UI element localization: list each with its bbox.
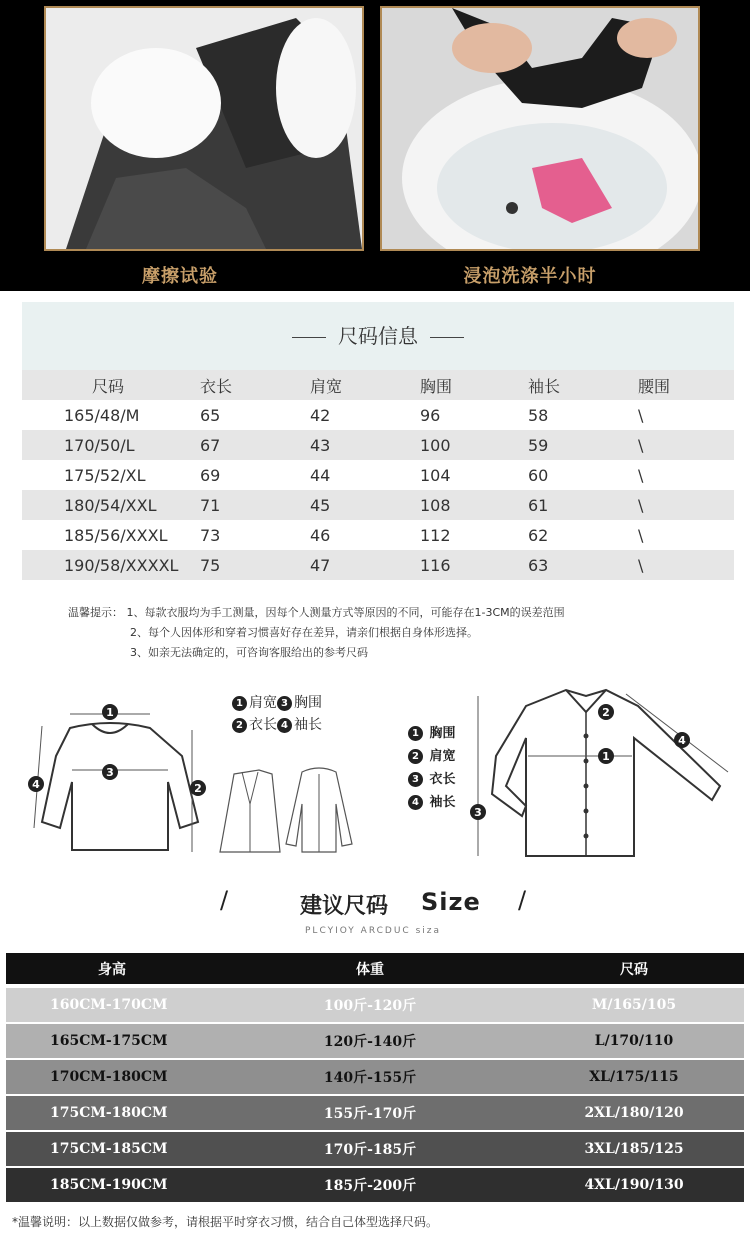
cell-rec-size: 2XL/180/120 — [584, 1105, 684, 1121]
cell-size: 190/58/XXXXL — [64, 555, 179, 575]
cell-waist: \ — [638, 465, 644, 485]
cell-height: 160CM-170CM — [50, 997, 168, 1013]
cell-size: 165/48/M — [64, 405, 140, 425]
cell-height: 175CM-180CM — [50, 1105, 168, 1121]
table-row — [6, 1132, 744, 1166]
cell-sleeve: 59 — [528, 435, 549, 455]
cell-size: 180/54/XXL — [64, 495, 157, 515]
col-header-height: 身高 — [98, 961, 126, 978]
cell-shoulder: 47 — [310, 555, 331, 575]
legend-left — [232, 692, 322, 736]
cell-height: 185CM-190CM — [50, 1177, 168, 1193]
recommend-table-header — [6, 953, 744, 984]
table-row — [22, 460, 734, 490]
size-info-header — [22, 302, 734, 370]
cell-rec-size: M/165/105 — [591, 997, 677, 1013]
cell-waist: \ — [638, 435, 644, 455]
soak-wash-photo — [380, 6, 700, 251]
cell-shoulder: 46 — [310, 525, 331, 545]
mark-1: 1 — [106, 706, 114, 719]
legend-label-shoulder: 肩宽 — [249, 695, 277, 711]
col-header-weight: 体重 — [356, 961, 384, 978]
cell-sleeve: 60 — [528, 465, 549, 485]
recommend-title-block — [0, 886, 750, 940]
jacket-sketches — [214, 764, 364, 859]
friction-test-photo — [44, 6, 364, 251]
legend-label-chest: 胸围 — [294, 695, 322, 711]
cell-waist: \ — [638, 405, 644, 425]
col-header-waist: 腰围 — [638, 376, 671, 396]
legend-r-num-3: 3 — [408, 772, 423, 787]
col-header-length: 衣长 — [200, 376, 233, 396]
cell-length: 73 — [200, 525, 221, 545]
measurement-notes — [68, 603, 565, 663]
cell-chest: 100 — [420, 435, 451, 455]
cell-shoulder: 43 — [310, 435, 331, 455]
cell-sleeve: 58 — [528, 405, 549, 425]
sweater-measure-diagram — [20, 690, 220, 870]
table-row — [22, 550, 734, 580]
legend-r-label-length: 衣长 — [429, 772, 456, 787]
table-row — [22, 490, 734, 520]
recommend-title: 建议尺码 — [300, 894, 389, 919]
mark-2: 2 — [194, 782, 202, 795]
cell-waist: \ — [638, 525, 644, 545]
note-line-1: 温馨提示： 1、每款衣服均为手工测量，因每个人测量方式等原因的不同，可能存在1-3CM的误差范围 — [68, 606, 565, 619]
legend-r-label-chest: 胸围 — [429, 726, 456, 741]
cell-weight: 170斤-185斤 — [323, 1142, 417, 1158]
cell-waist: \ — [638, 555, 644, 575]
soak-wash-caption: 浸泡洗涤半小时 — [463, 266, 597, 287]
cell-length: 69 — [200, 465, 221, 485]
legend-num-4: 4 — [277, 718, 292, 733]
cell-length: 71 — [200, 495, 221, 515]
legend-right — [408, 722, 456, 814]
cell-size: 175/52/XL — [64, 465, 146, 485]
cell-size: 185/56/XXXL — [64, 525, 168, 545]
title-dash-left — [292, 337, 326, 338]
size-info-title: 尺码信息 — [338, 324, 418, 348]
cell-chest: 96 — [420, 405, 441, 425]
cell-height: 175CM-185CM — [50, 1141, 168, 1157]
note-line-3: 3、如亲无法确定的，可咨询客服给出的参考尺码 — [130, 646, 368, 659]
col-header-sleeve: 袖长 — [528, 376, 561, 396]
shirt-mark-4: 4 — [678, 734, 686, 747]
title-slash-right: / — [518, 886, 527, 914]
cell-waist: \ — [638, 495, 644, 515]
cell-chest: 104 — [420, 465, 451, 485]
recommend-subtitle: PLCYIOY ARCDUC siza — [305, 926, 442, 936]
cell-sleeve: 61 — [528, 495, 549, 515]
mark-3: 3 — [106, 766, 114, 779]
cell-shoulder: 45 — [310, 495, 331, 515]
recommend-size-table — [6, 953, 744, 1204]
cell-shoulder: 44 — [310, 465, 331, 485]
table-row — [6, 1096, 744, 1130]
photo-band — [0, 0, 750, 291]
legend-r-label-sleeve: 袖长 — [429, 795, 456, 810]
note-line-2: 2、每个人因体形和穿着习惯喜好存在差异，请亲们根据自身体形选择。 — [130, 626, 478, 639]
shirt-mark-3: 3 — [474, 806, 482, 819]
table-row — [6, 1060, 744, 1094]
cell-weight: 120斤-140斤 — [323, 1034, 417, 1050]
cell-size: 170/50/L — [64, 435, 135, 455]
friction-test-caption: 摩擦试验 — [142, 266, 218, 287]
col-header-shoulder: 肩宽 — [310, 376, 343, 396]
legend-r-num-2: 2 — [408, 749, 423, 764]
shirt-mark-1: 1 — [602, 750, 610, 763]
legend-num-2: 2 — [232, 718, 247, 733]
table-row — [6, 1168, 744, 1202]
size-info-table — [22, 302, 734, 580]
cell-weight: 100斤-120斤 — [323, 998, 417, 1014]
cell-weight: 185斤-200斤 — [323, 1178, 417, 1194]
cell-rec-size: 4XL/190/130 — [584, 1177, 684, 1193]
cell-length: 65 — [200, 405, 221, 425]
shirt-mark-2: 2 — [602, 706, 610, 719]
cell-sleeve: 62 — [528, 525, 549, 545]
cell-sleeve: 63 — [528, 555, 549, 575]
warm-note: *温馨说明：以上数据仅做参考，请根据平时穿衣习惯，结合自己体型选择尺码。 — [12, 1215, 439, 1229]
cell-height: 170CM-180CM — [50, 1069, 168, 1085]
table-row — [6, 988, 744, 1022]
cell-height: 165CM-175CM — [50, 1033, 168, 1049]
cell-chest: 116 — [420, 555, 451, 575]
legend-label-length: 衣长 — [249, 717, 277, 733]
col-header-rec-size: 尺码 — [620, 961, 648, 978]
legend-r-label-shoulder: 肩宽 — [429, 749, 456, 764]
shirt-measure-diagram — [466, 676, 736, 866]
title-slash-left: / — [220, 886, 229, 914]
cell-rec-size: 3XL/185/125 — [584, 1141, 684, 1157]
col-header-size: 尺码 — [92, 376, 125, 396]
cell-length: 75 — [200, 555, 221, 575]
recommend-size-word: Size — [421, 888, 481, 916]
cell-chest: 108 — [420, 495, 451, 515]
mark-4: 4 — [32, 778, 40, 791]
col-header-chest: 胸围 — [420, 376, 453, 396]
cell-length: 67 — [200, 435, 221, 455]
cell-weight: 155斤-170斤 — [323, 1106, 417, 1122]
cell-weight: 140斤-155斤 — [323, 1070, 417, 1086]
title-dash-right — [430, 337, 464, 338]
cell-rec-size: XL/175/115 — [589, 1069, 679, 1085]
cell-chest: 112 — [420, 525, 451, 545]
table-row — [22, 400, 734, 430]
table-row — [22, 520, 734, 550]
legend-r-num-1: 1 — [408, 726, 423, 741]
table-row — [6, 1024, 744, 1058]
table-row — [22, 430, 734, 460]
size-info-column-headers — [22, 370, 734, 400]
cell-shoulder: 42 — [310, 405, 331, 425]
legend-num-1: 1 — [232, 696, 247, 711]
cell-rec-size: L/170/110 — [594, 1033, 674, 1049]
legend-label-sleeve: 袖长 — [294, 717, 322, 733]
legend-r-num-4: 4 — [408, 795, 423, 810]
legend-num-3: 3 — [277, 696, 292, 711]
